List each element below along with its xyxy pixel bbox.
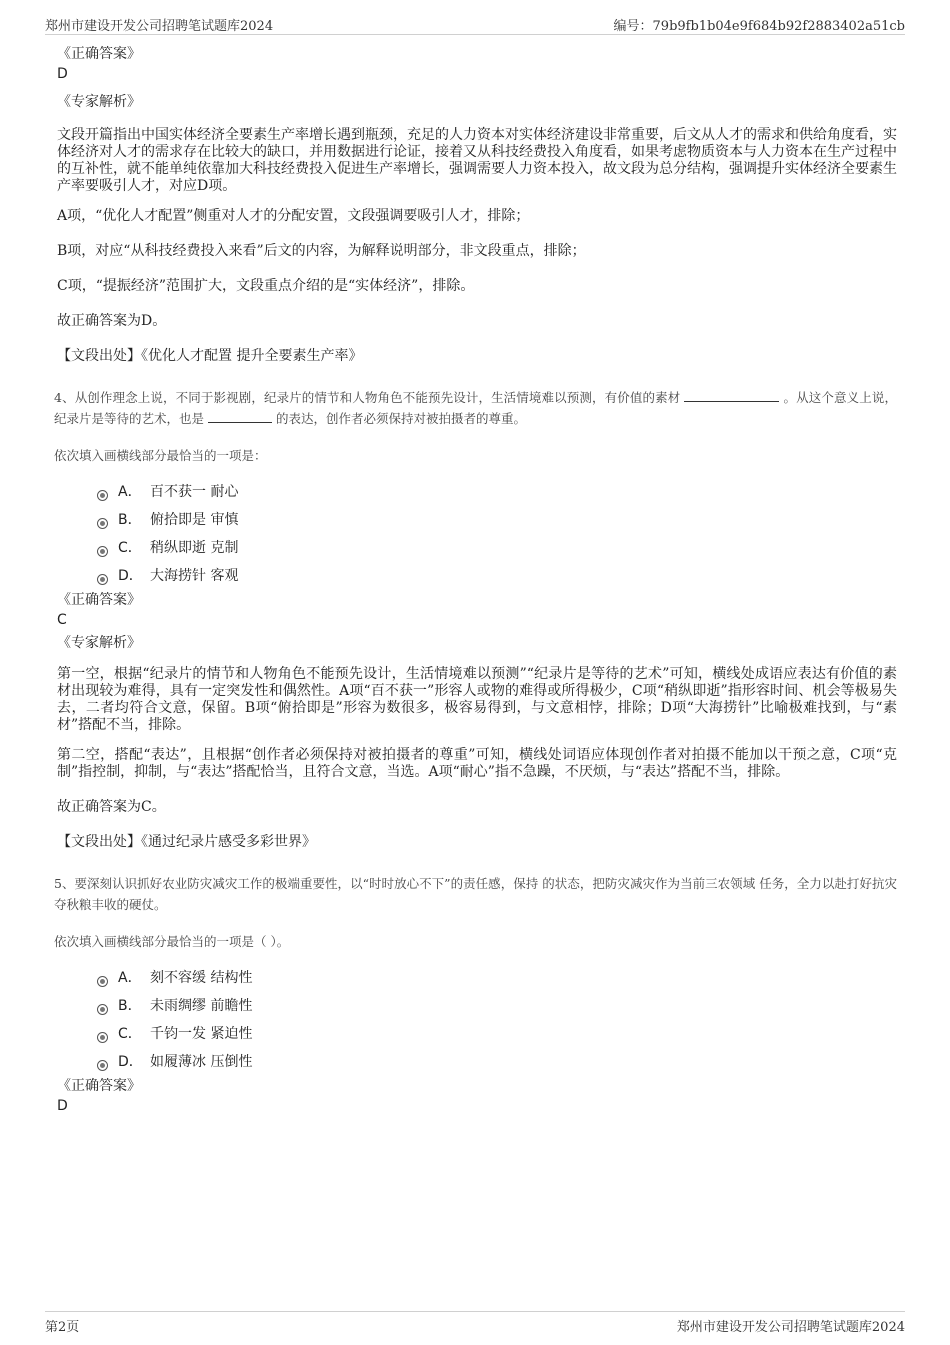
page-content <box>54 46 897 1115</box>
analysis-paragraph: 第一空，根据“纪录片的情节和人物角色不能预先设计，生活情境难以预测”“纪录片是等待的艺术”可知，横线处成语应表达有价值的素材出现较为难得，具有一定突发性和偶然性。A项“百不获一”形容人或物的难得或所得极少，C项“稍纵即逝”指形容时间、机会等极易失去，二者均符合文意，保留。B项“俯拾即是”形容为数很多，极容易得到，与文意相悖，排除；D项“大海捞针”比喻极难找到，与“素材”搭配不当，排除。 <box>57 666 897 733</box>
question-5-options <box>97 964 897 1076</box>
analysis-paragraph: 第二空，搭配“表达”，且根据“创作者必须保持对被拍摄者的尊重”可知，横线处词语应体现创作者对拍摄不能加以干预之意，C项“克制”指控制，抑制，与“表达”搭配恰当，且符合文意，当选。A项“耐心”指不急躁，不厌烦，与“表达”搭配不当，排除。 <box>57 747 897 780</box>
radio-icon[interactable] <box>97 1032 108 1043</box>
question-4-prompt: 依次填入画横线部分最恰当的一项是： <box>54 448 267 463</box>
option-c[interactable]: C． 千钧一发 紧迫性 <box>97 1020 897 1048</box>
analysis-paragraph: A项，“优化人才配置”侧重对人才的分配安置，文段强调要吸引人才，排除； <box>57 208 530 224</box>
header-doc-id: 编号：79b9fb1b04e9f684b92f2883402a51cb <box>613 19 905 34</box>
analysis-paragraph: 文段开篇指出中国实体经济全要素生产率增长遇到瓶颈，充足的人力资本对实体经济建设非常重要，后文从人才的需求和供给角度看，实体经济对人才的需求存在比较大的缺口，并用数据进行论证，接着又从科技经费投入角度看，如果考虑物质资本与人力资本在生产过程中的互补性，就不能单纯依靠加大科技经费投入促进生产率增长，强调需要人力资本投入，故文段为总分结构，强调提升实体经济全要素生产率要吸引人才，对应D项。 <box>57 127 897 194</box>
answer-value: D <box>57 66 68 82</box>
radio-icon[interactable] <box>97 518 108 529</box>
analysis-conclusion: 故正确答案为C。 <box>57 799 166 815</box>
fill-blank <box>208 408 272 423</box>
answer-label: 《正确答案》 <box>57 46 141 62</box>
source-citation: 【文段出处】《优化人才配置 提升全要素生产率》 <box>57 348 363 364</box>
analysis-paragraph: B项，对应“从科技经费投入来看”后文的内容，为解释说明部分，非文段重点，排除； <box>57 243 586 259</box>
header-doc-title: 郑州市建设开发公司招聘笔试题库2024 <box>45 19 274 34</box>
page-number: 第2页 <box>45 1320 80 1335</box>
option-a[interactable]: A． 百不获一 耐心 <box>97 478 897 506</box>
radio-icon[interactable] <box>97 976 108 987</box>
answer-label: 《正确答案》 <box>57 592 141 608</box>
analysis-label: 《专家解析》 <box>57 94 141 110</box>
footer-doc-title: 郑州市建设开发公司招聘笔试题库2024 <box>676 1320 905 1335</box>
question-5-text: 5、要深刻认识抓好农业防灾减灾工作的极端重要性，以“时时放心不下”的责任感，保持 的状态，把防灾减灾作为当前三农领域 任务，全力以赴打好抗灾夺秋粮丰收的硬仗。 <box>54 876 897 912</box>
radio-icon[interactable] <box>97 490 108 501</box>
radio-icon[interactable] <box>97 1004 108 1015</box>
option-d[interactable]: D． 如履薄冰 压倒性 <box>97 1048 897 1076</box>
radio-icon[interactable] <box>97 1060 108 1071</box>
option-b[interactable]: B． 俯拾即是 审慎 <box>97 506 897 534</box>
page-header <box>45 14 905 35</box>
page-footer <box>45 1311 905 1335</box>
option-b[interactable]: B． 未雨绸缪 前瞻性 <box>97 992 897 1020</box>
analysis-paragraph: C项，“提振经济”范围扩大，文段重点介绍的是“实体经济”，排除。 <box>57 278 475 294</box>
fill-blank <box>684 387 779 402</box>
answer-value: C <box>57 612 67 628</box>
analysis-label: 《专家解析》 <box>57 635 141 651</box>
question-5-prompt: 依次填入画横线部分最恰当的一项是（ ）。 <box>54 934 290 949</box>
radio-icon[interactable] <box>97 546 108 557</box>
analysis-conclusion: 故正确答案为D。 <box>57 313 167 329</box>
answer-label: 《正确答案》 <box>57 1078 141 1094</box>
source-citation: 【文段出处】《通过纪录片感受多彩世界》 <box>57 834 316 850</box>
answer-value: D <box>57 1098 68 1114</box>
option-a[interactable]: A． 刻不容缓 结构性 <box>97 964 897 992</box>
option-c[interactable]: C． 稍纵即逝 克制 <box>97 534 897 562</box>
question-4-options <box>97 478 897 590</box>
option-d[interactable]: D． 大海捞针 客观 <box>97 562 897 590</box>
radio-icon[interactable] <box>97 574 108 585</box>
question-4-text: 4、从创作理念上说，不同于影视剧，纪录片的情节和人物角色不能预先设计，生活情境难以预测，有价值的素材 。从这个意义上说，纪录片是等待的艺术，也是 的表达，创作者必须保持对被拍摄者的尊重。 <box>54 387 897 429</box>
